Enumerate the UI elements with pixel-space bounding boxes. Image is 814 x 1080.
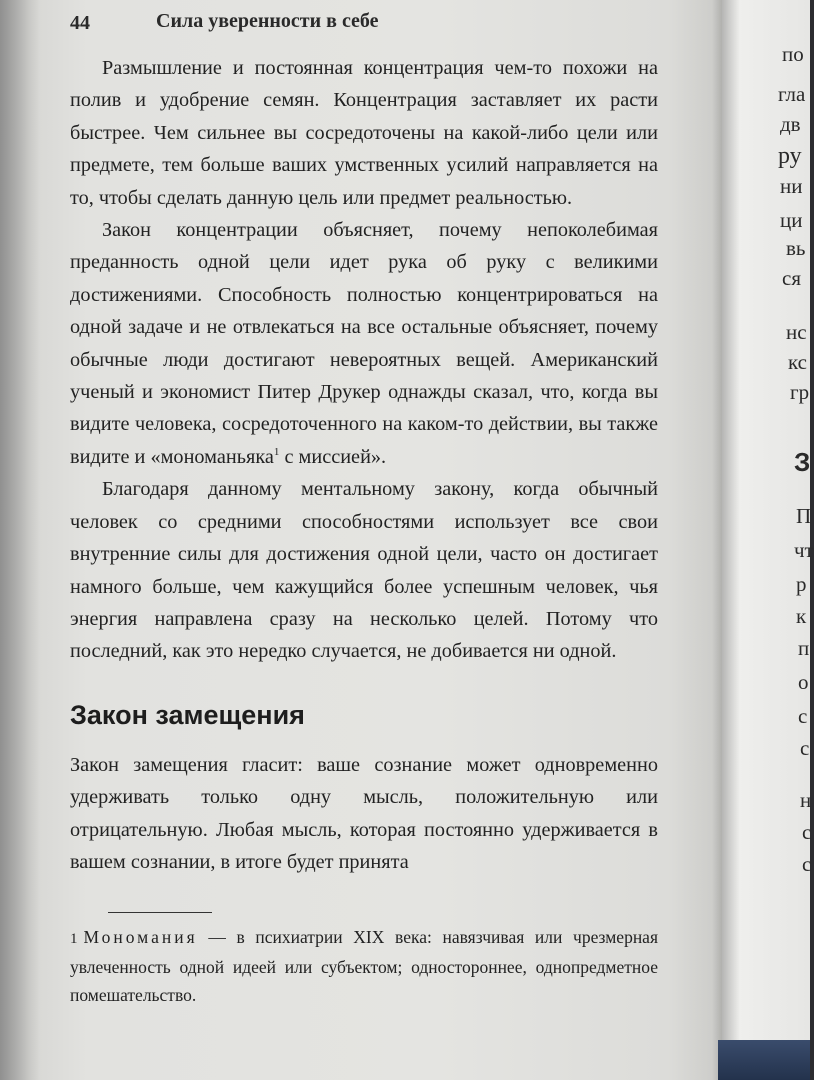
right-fragment: с [802,852,812,876]
right-fragment: с [800,736,810,760]
right-fragment: гр [790,380,810,404]
book-cover-edge [718,1040,810,1080]
quote-end: с миссией». [279,445,387,468]
footnote-reference: 1 [273,446,280,459]
paragraph-2-text: Закон концентрации объясняет, почему непоколебимая преданность одной цели идет рука об руку с великими достижениями. Способность полностью концентрироваться на одной задаче и не отвлекаться на все остальные объясняет, почему обычные люди достигают невероятных вещей. Американский ученый и экономист Питер Друкер однажды сказал, что, когда вы видите человека, сосредоточенного на каком-то действии, вы также видите и «мономаньяка [70,219,658,468]
right-fragment: З [794,447,811,477]
page-shadow [0,0,40,1080]
footnote [70,923,658,1009]
right-fragment: вь [786,236,806,260]
right-fragment: ся [782,266,801,290]
right-fragment: ни [780,174,803,198]
section-heading: Закон замещения [70,699,305,730]
right-fragment: н [800,788,812,812]
footnote-rule [108,912,212,913]
section-paragraph: Закон замещения гласит: ваше сознание может одновременно удерживать только одну мысль, положительную или отрицательную. Любая мысль, которая постоянно удерживается в вашем сознании, в итоге будет принята [70,753,658,873]
running-title: Сила уверенности в себе [156,10,379,32]
right-fragment: П [796,504,812,528]
paragraph-2 [70,214,658,473]
right-fragment: нс [786,320,807,344]
right-fragment: ру [778,143,802,169]
right-fragment: к [796,604,807,628]
right-fragment: с [798,704,808,728]
right-fragment: ци [780,208,803,232]
footnote-term: Мономания [83,927,198,948]
right-fragment: о [798,670,809,694]
paragraph-3: Благодаря данному ментальному закону, когда обычный человек со средними способностями использует все свои внутренние силы для достижения одной цели, часто он достигает намного больше, чем кажущийся более успешным человек, чья энергия направлена сразу на несколько целей. Потому что последний, как это нередко случается, не добивается ни одной. [70,478,658,663]
right-fragment: р [796,572,807,596]
footnote-text: — в психиатрии XIX века: навязчивая или чрезмерная увлеченность одной идеей или субъектом; одностороннее, однопредметное помешательство. [70,927,658,1006]
right-fragment: с [802,820,812,844]
right-fragment: кс [788,350,808,374]
paragraph-1: Размышление и постоянная концентрация чем-то похожи на полив и удобрение семян. Концентрация заставляет их расти быстрее. Чем сильнее вы сосредоточены на какой-либо цели или предмете, тем больше ваших умственных усилий направляется на то, чтобы сделать данную цель или предмет реальностью. [70,57,658,209]
right-fragment: дв [780,112,801,136]
right-fragment: п [798,636,810,660]
page-number: 44 [70,12,90,34]
right-fragment: по [782,42,804,66]
body-text [70,52,658,1009]
footnote-mark: 1 [70,931,78,948]
right-page [722,0,814,1080]
right-fragment: чт [794,538,814,562]
page-header [70,4,690,40]
right-fragment: гла [778,82,806,106]
